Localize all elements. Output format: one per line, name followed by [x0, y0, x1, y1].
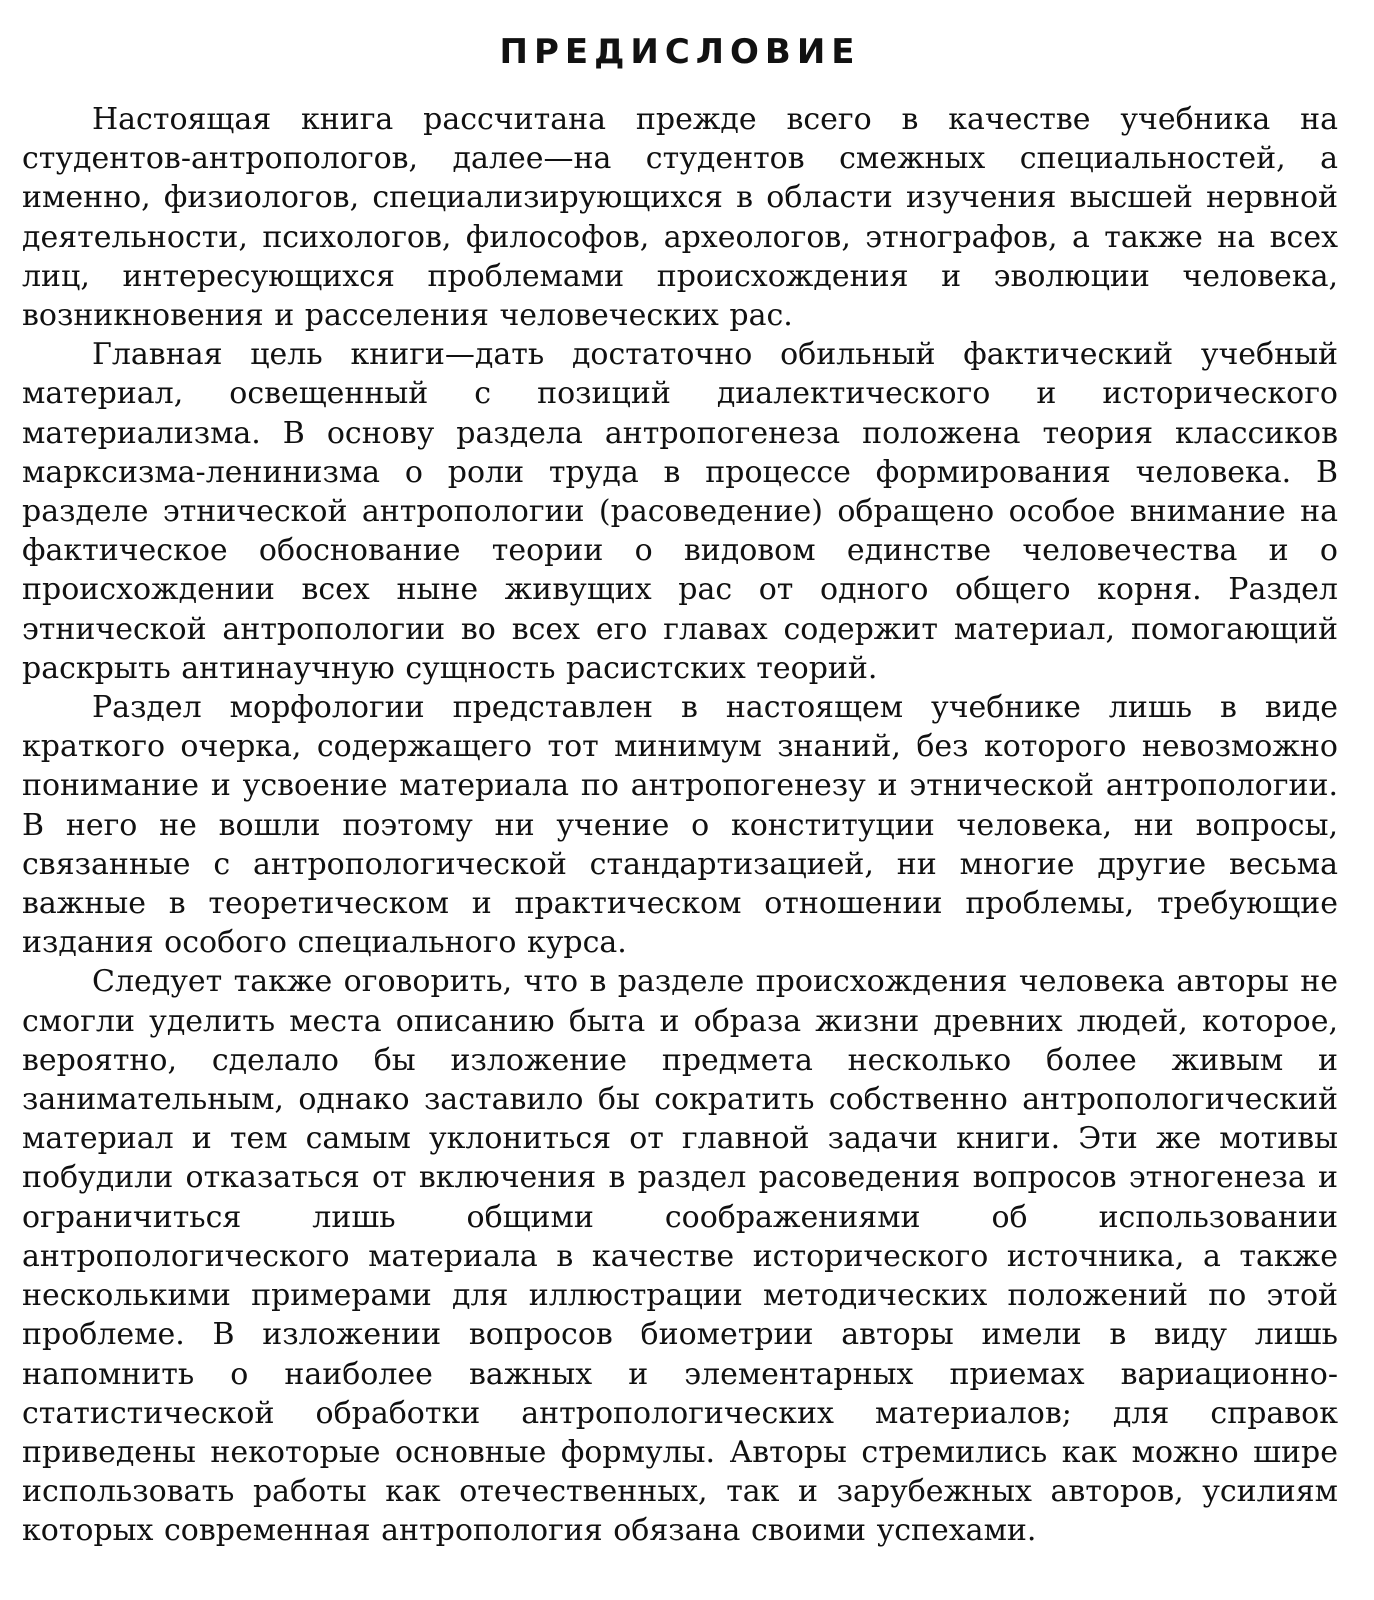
- document-page: [22, 26, 1338, 1586]
- page-title: ПРЕДИСЛОВИЕ: [499, 32, 861, 72]
- paragraph-2: Главная цель книги—дать достаточно обильный фактический учебный материал, освещенный с позиций диалектического и исторического материализма. В основу раздела антропогенеза положена теория классиков марксизма-ленинизма о роли труда в процессе формирования человека. В разделе этнической антропологии (расоведение) обращено особое внимание на фактическое обоснование теории о видовом единстве человечества и о происхождении всех ныне живущих рас от одного общего корня. Раздел этнической антропологии во всех его главах содержит материал, помогающий раскрыть антинаучную сущность расистских теорий.: [22, 337, 1338, 686]
- paragraph-3: Раздел морфологии представлен в настоящем учебнике лишь в виде краткого очерка, содержащего тот минимум знаний, без которого невозможно понимание и усвоение материала по антропогенезу и этнической антропологии. В него не вошли поэтому ни учение о конституции человека, ни вопросы, связанные с антропологической стандартизацией, ни многие другие весьма важные в теоретическом и практическом отношении проблемы, требующие издания особого специального курса.: [22, 690, 1338, 961]
- paragraph-1: Настоящая книга рассчитана прежде всего в качестве учебника на студентов-антропологов, далее—на студентов смежных специальностей, а именно, физиологов, специализирующихся в области изучения высшей нервной деятельности, психологов, философов, археологов, этнографов, а также на всех лиц, интересующихся проблемами происхождения и эволюции человека, возникновения и расселения человеческих рас.: [22, 102, 1338, 334]
- paragraph-4: Следует также оговорить, что в разделе происхождения человека авторы не смогли уделить места описанию быта и образа жизни древних людей, которое, вероятно, сделало бы изложение предмета несколько более живым и занимательным, однако заставило бы сократить собственно антропологический материал и тем самым уклониться от главной задачи книги. Эти же мотивы побудили отказаться от включения в раздел расоведения вопросов этногенеза и ограничиться лишь общими соображениями об использовании антропологического материала в качестве исторического источника, а также несколькими примерами для иллюстрации методических положений по этой проблеме. В изложении вопросов биометрии авторы имели в виду лишь напомнить о наиболее важных и элементарных приемах вариационно-статистической обработки антропологических материалов; для справок приведены некоторые основные формулы. Авторы стремились как можно шире использовать работы как отечественных, так и зарубежных авторов, усилиям которых современная антропология обязана своими успехами.: [22, 964, 1338, 1549]
